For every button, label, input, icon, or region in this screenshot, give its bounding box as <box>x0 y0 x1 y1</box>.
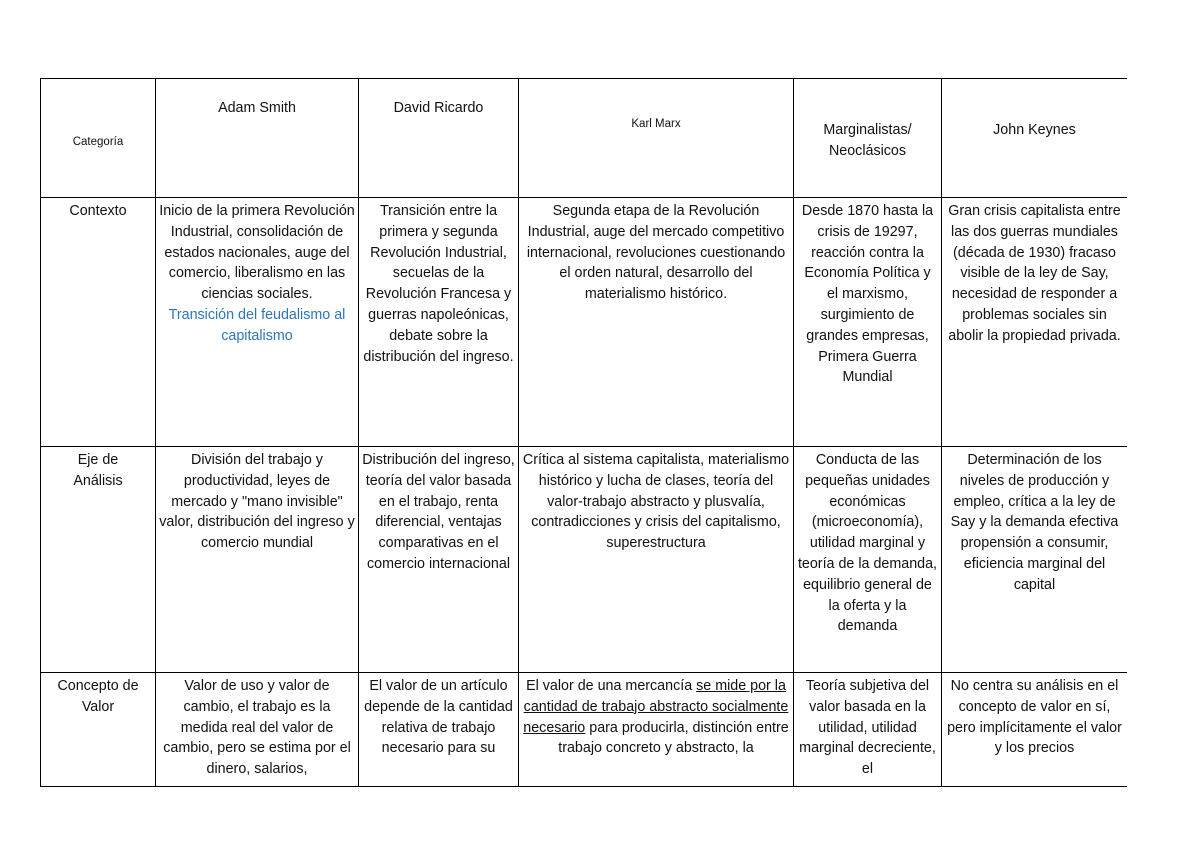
row-contexto <box>41 198 1128 447</box>
cell-contexto-smith <box>156 198 359 447</box>
header-ricardo <box>359 79 519 198</box>
header-categoria <box>41 79 156 198</box>
header-marx <box>519 79 794 198</box>
cell-valor-marx <box>519 673 794 787</box>
row-label-concepto-line1: Concepto de <box>57 678 139 694</box>
cell-valor-keynes: No centra su análisis en el concepto de valor en sí, pero implícitamente el valor y los precios <box>942 673 1128 787</box>
comparison-table <box>40 78 1127 787</box>
cell-valor-smith: Valor de uso y valor de cambio, el trabajo es la medida real del valor de cambio, pero se estima por el dinero, salarios, <box>156 673 359 787</box>
cell-valor-ricardo: El valor de un artículo depende de la cantidad relativa de trabajo necesario para su <box>359 673 519 787</box>
cell-contexto-smith-note: Transición del feudalismo al capitalismo <box>168 306 346 344</box>
header-categoria-text: Categoría <box>72 136 124 148</box>
cell-eje-marx: Crítica al sistema capitalista, materialismo histórico y lucha de clases, teoría del valor-trabajo abstracto y plusvalía, contradicciones y crisis del capitalismo, superestructura <box>519 447 794 673</box>
cell-contexto-keynes: Gran crisis capitalista entre las dos guerras mundiales (década de 1930) fracaso visible de la ley de Say, necesidad de responder a problemas sociales sin abolir la propiedad privada. <box>942 198 1128 447</box>
header-row <box>41 79 1128 198</box>
row-label-eje-de-analisis <box>41 447 156 673</box>
cell-contexto-marx: Segunda etapa de la Revolución Industrial, auge del mercado competitivo internacional, revoluciones cuestionando el orden natural, desarrollo del materialismo histórico. <box>519 198 794 447</box>
row-label-contexto: Contexto <box>41 198 156 447</box>
cell-valor-marx-underlined: se mide por la cantidad de trabajo abstracto socialmente necesario <box>523 678 789 736</box>
cell-valor-marx-part-b: para producirla, distinción entre trabajo concreto y abstracto, la <box>558 719 789 757</box>
comparison-table-page <box>40 78 1127 791</box>
header-ricardo-text: David Ricardo <box>393 100 484 116</box>
header-keynes-text: John Keynes <box>993 122 1076 138</box>
row-label-concepto-line2: Valor <box>81 698 115 715</box>
header-smith <box>156 79 359 198</box>
header-marginalistas <box>794 79 942 198</box>
header-smith-text: Adam Smith <box>218 100 296 116</box>
header-keynes <box>942 79 1128 198</box>
cell-contexto-smith-text: Inicio de la primera Revolución Industrial, consolidación de estados nacionales, auge del comercio, liberalismo en las ciencias sociales. <box>159 203 355 303</box>
cell-eje-ricardo: Distribución del ingreso, teoría del valor basada en el trabajo, renta diferencial, ventajas comparativas en el comercio internacional <box>359 447 519 673</box>
cell-contexto-ricardo: Transición entre la primera y segunda Revolución Industrial, secuelas de la Revolución Francesa y guerras napoleónicas, debate sobre la distribución del ingreso. <box>359 198 519 447</box>
cell-eje-keynes: Determinación de los niveles de producción y empleo, crítica a la ley de Say y la demanda efectiva propensión a consumir, eficiencia marginal del capital <box>942 447 1128 673</box>
row-eje-de-analisis <box>41 447 1128 673</box>
row-concepto-de-valor <box>41 673 1128 787</box>
cell-valor-marx-part-a: El valor de una mercancía <box>526 678 697 694</box>
row-label-concepto-de-valor <box>41 673 156 787</box>
row-label-eje-line2: Análisis <box>73 472 123 489</box>
cell-eje-smith: División del trabajo y productividad, leyes de mercado y "mano invisible" valor, distribución del ingreso y comercio mundial <box>156 447 359 673</box>
header-marginalistas-line1: Marginalistas/ <box>823 122 912 138</box>
cell-contexto-marginalistas: Desde 1870 hasta la crisis de 19297, reacción contra la Economía Política y el marxismo, surgimiento de grandes empresas, Primera Guerra Mundial <box>794 198 942 447</box>
header-marx-text: Karl Marx <box>631 118 681 130</box>
cell-eje-marginalistas: Conducta de las pequeñas unidades económicas (microeconomía), utilidad marginal y teoría de la demanda, equilibrio general de la oferta y la demanda <box>794 447 942 673</box>
cell-valor-marginalistas: Teoría subjetiva del valor basada en la utilidad, utilidad marginal decreciente, el <box>794 673 942 787</box>
row-label-eje-line1: Eje de <box>77 452 119 468</box>
header-marginalistas-line2: Neoclásicos <box>828 142 907 159</box>
